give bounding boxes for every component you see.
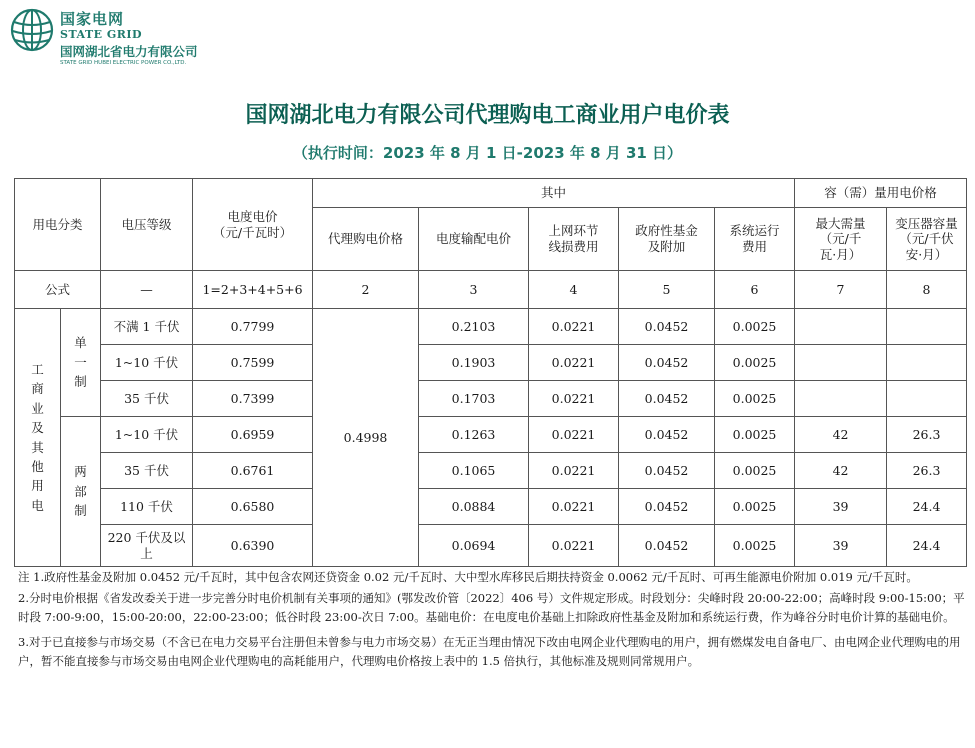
row-transformer: 26.3 [887, 453, 967, 489]
row-price: 0.6390 [193, 525, 313, 567]
header-line-loss: 上网环节 线损费用 [529, 208, 619, 271]
row-line-loss: 0.0221 [529, 345, 619, 381]
row-price: 0.6580 [193, 489, 313, 525]
formula-col3: 3 [419, 271, 529, 309]
row-transformer: 24.4 [887, 525, 967, 567]
state-grid-globe-icon [10, 8, 54, 52]
row-max-demand: 42 [795, 453, 887, 489]
table-row [15, 525, 967, 567]
formula-col2: 2 [313, 271, 419, 309]
formula-label: 公式 [15, 271, 101, 309]
row-system-fee: 0.0025 [715, 525, 795, 567]
row-transmission: 0.0884 [419, 489, 529, 525]
row-line-loss: 0.0221 [529, 489, 619, 525]
logo-cn-name: 国家电网 [60, 10, 125, 28]
row-price: 0.7599 [193, 345, 313, 381]
row-transmission: 0.1263 [419, 417, 529, 453]
row-line-loss: 0.0221 [529, 309, 619, 345]
row-transmission: 0.1903 [419, 345, 529, 381]
logo-en-name: STATE GRID [60, 28, 143, 41]
header-gov-fund: 政府性基金 及附加 [619, 208, 715, 271]
table-row [15, 417, 967, 453]
page-subtitle: （执行时间：2023 年 8 月 1 日-2023 年 8 月 31 日） [292, 144, 683, 162]
header-max-demand: 最大需量 （元/千 瓦·月） [795, 208, 887, 271]
row-line-loss: 0.0221 [529, 453, 619, 489]
header-capacity: 容（需）量用电价格 [795, 179, 967, 208]
row-transformer [887, 381, 967, 417]
row-gov-fund: 0.0452 [619, 381, 715, 417]
row-system-fee: 0.0025 [715, 309, 795, 345]
formula-row [15, 271, 967, 309]
row-voltage: 110 千伏 [101, 489, 193, 525]
row-transmission: 0.2103 [419, 309, 529, 345]
row-system-fee: 0.0025 [715, 417, 795, 453]
row-max-demand: 39 [795, 489, 887, 525]
row-max-demand [795, 345, 887, 381]
row-voltage: 220 千伏及以 上 [101, 525, 193, 567]
header-transformer: 变压器容量 （元/千伏 安·月） [887, 208, 967, 271]
formula-col8: 8 [887, 271, 967, 309]
logo-company-en: STATE GRID HUBEI ELECTRIC POWER CO.,LTD. [60, 60, 187, 66]
agency-price-value: 0.4998 [313, 309, 419, 567]
formula-col5: 5 [619, 271, 715, 309]
row-system-fee: 0.0025 [715, 381, 795, 417]
row-line-loss: 0.0221 [529, 417, 619, 453]
row-price: 0.7399 [193, 381, 313, 417]
row-transformer [887, 345, 967, 381]
header-of-which: 其中 [313, 179, 795, 208]
row-voltage: 不满 1 千伏 [101, 309, 193, 345]
row-transmission: 0.0694 [419, 525, 529, 567]
single-rate-label: 单 一 制 [61, 309, 101, 417]
note-1: 注 1.政府性基金及附加 0.0452 元/千瓦时，其中包含农网还贷资金 0.02 元/千瓦时、大中型水库移民后期扶持资金 0.0062 元/千瓦时、可再生能源电价附加 0.019 元/千瓦时。 [18, 570, 918, 584]
note-2: 2.分时电价根据《省发改委关于进一步完善分时电价机制有关事项的通知》(鄂发改价管〔2022〕406 号）文件规定形成。时段划分：尖峰时段 20:00-22:00；高峰时段 9:00-15:00；平时段 7:00-9:00，15:00-20:00，22:00-23:00；低谷时段 23:00-次日 7:00。基础电价：在电度电价基础上扣除政府性基金及附加和系统运行费，作为峰谷分时电价计算的基础电价。 [18, 591, 965, 624]
formula-expression: 1=2+3+4+5+6 [193, 271, 313, 309]
header-agency-price: 代理购电价格 [313, 208, 419, 271]
row-transmission: 0.1065 [419, 453, 529, 489]
table-row [15, 381, 967, 417]
header-price: 电度电价 （元/千瓦时） [193, 179, 313, 271]
group-label: 工 商 业 及 其 他 用 电 [15, 309, 61, 567]
formula-col7: 7 [795, 271, 887, 309]
header-system-fee: 系统运行 费用 [715, 208, 795, 271]
note-3: 3.对于已直接参与市场交易（不含已在电力交易平台注册但未曾参与电力市场交易）在无正当理由情况下改由电网企业代理购电的用户，拥有燃煤发电自备电厂、由电网企业代理购电的用户，暂不能直接参与市场交易由电网企业代理购电的高耗能用户，代理购电价格按上表中的 1.5 倍执行，其他标准及规则同常规用户。 [18, 635, 961, 668]
price-table [14, 178, 967, 567]
row-max-demand: 42 [795, 417, 887, 453]
table-row [15, 453, 967, 489]
row-transmission: 0.1703 [419, 381, 529, 417]
row-gov-fund: 0.0452 [619, 345, 715, 381]
row-price: 0.6959 [193, 417, 313, 453]
row-price: 0.6761 [193, 453, 313, 489]
row-price: 0.7799 [193, 309, 313, 345]
row-gov-fund: 0.0452 [619, 453, 715, 489]
formula-voltage: — [101, 271, 193, 309]
row-gov-fund: 0.0452 [619, 489, 715, 525]
table-row [15, 309, 967, 345]
row-gov-fund: 0.0452 [619, 309, 715, 345]
header-voltage: 电压等级 [101, 179, 193, 271]
row-line-loss: 0.0221 [529, 381, 619, 417]
row-max-demand: 39 [795, 525, 887, 567]
row-system-fee: 0.0025 [715, 453, 795, 489]
row-voltage: 35 千伏 [101, 381, 193, 417]
table-row [15, 345, 967, 381]
two-part-rate-label: 两 部 制 [61, 417, 101, 567]
row-transformer [887, 309, 967, 345]
row-voltage: 35 千伏 [101, 453, 193, 489]
notes-section [18, 568, 968, 677]
logo-company-cn: 国网湖北省电力有限公司 [60, 44, 198, 59]
row-voltage: 1~10 千伏 [101, 417, 193, 453]
row-max-demand [795, 309, 887, 345]
row-transformer: 24.4 [887, 489, 967, 525]
page-title: 国网湖北电力有限公司代理购电工商业用户电价表 [245, 103, 730, 128]
row-transformer: 26.3 [887, 417, 967, 453]
row-system-fee: 0.0025 [715, 489, 795, 525]
row-gov-fund: 0.0452 [619, 417, 715, 453]
row-line-loss: 0.0221 [529, 525, 619, 567]
table-row [15, 489, 967, 525]
row-voltage: 1~10 千伏 [101, 345, 193, 381]
formula-col4: 4 [529, 271, 619, 309]
header-transmission: 电度输配电价 [419, 208, 529, 271]
formula-col6: 6 [715, 271, 795, 309]
row-system-fee: 0.0025 [715, 345, 795, 381]
header-category: 用电分类 [15, 179, 101, 271]
row-max-demand [795, 381, 887, 417]
state-grid-logo [8, 4, 238, 68]
row-gov-fund: 0.0452 [619, 525, 715, 567]
